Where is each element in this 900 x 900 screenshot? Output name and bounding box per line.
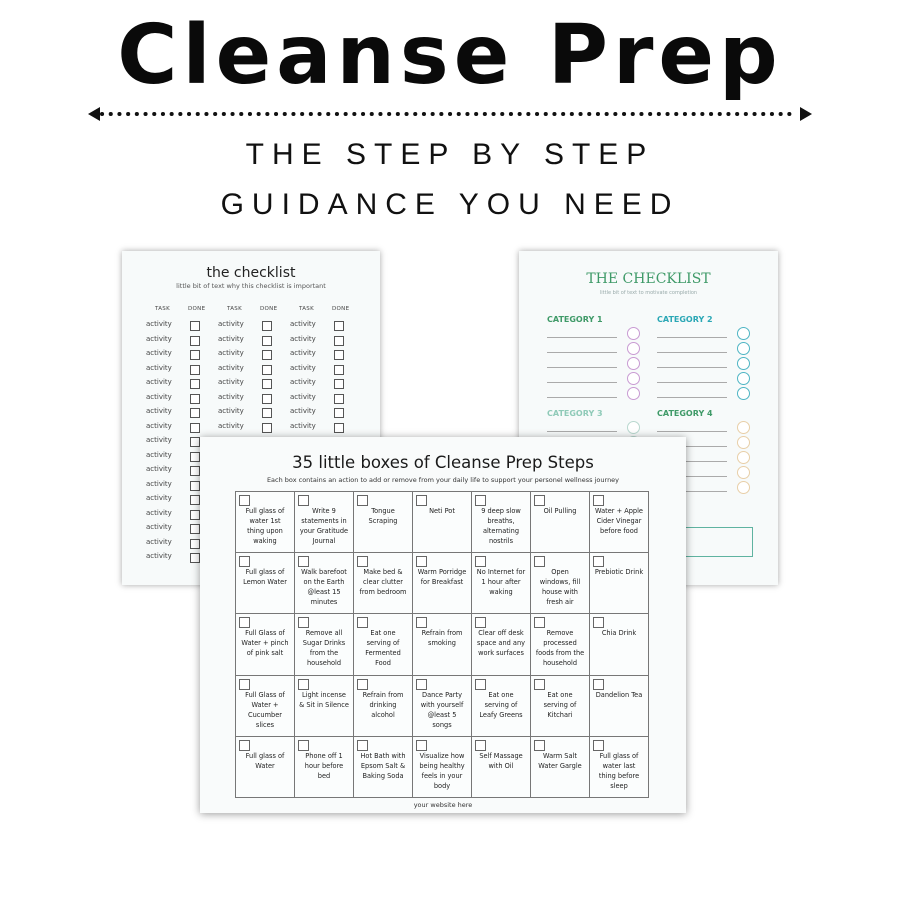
checklist-activity-label: activity <box>290 349 316 357</box>
category-label: CATEGORY 2 <box>657 315 713 324</box>
step-text: Dance Party with yourself @least 5 songs <box>420 690 464 729</box>
checklist-activity-label: activity <box>146 407 172 415</box>
checklist-activity-label: activity <box>218 320 244 328</box>
checkbox[interactable] <box>334 365 344 375</box>
step-text: Dandelion Tea <box>595 690 643 699</box>
checkbox[interactable] <box>190 495 200 505</box>
step-text: Full glass of water last thing before sleep <box>598 751 640 790</box>
step-cell <box>295 553 354 614</box>
step-text: Warm Porridge for Breakfast <box>417 568 467 587</box>
checkbox-circle[interactable] <box>737 451 750 464</box>
step-text: Full glass of Water <box>245 751 285 770</box>
step-checkbox[interactable] <box>239 495 250 506</box>
step-cell <box>413 553 472 614</box>
checkbox[interactable] <box>334 408 344 418</box>
step-checkbox[interactable] <box>534 679 545 690</box>
step-checkbox[interactable] <box>593 495 604 506</box>
step-text: Eat one serving of Leafy Greens <box>479 690 523 719</box>
checklist-activity-label: activity <box>290 378 316 386</box>
step-checkbox[interactable] <box>593 679 604 690</box>
step-cell <box>295 492 354 553</box>
checklist-activity-label: activity <box>218 378 244 386</box>
step-cell <box>413 676 472 737</box>
checkbox-circle[interactable] <box>627 421 640 434</box>
step-text: Walk barefoot on the Earth @least 15 minutes <box>301 568 347 607</box>
checkbox[interactable] <box>190 553 200 563</box>
task-column-header: TASK <box>155 306 170 312</box>
checkbox[interactable] <box>262 321 272 331</box>
checkbox-circle[interactable] <box>627 342 640 355</box>
checklist-activity-label: activity <box>290 407 316 415</box>
step-checkbox[interactable] <box>475 617 486 628</box>
step-cell <box>413 492 472 553</box>
step-text: No Internet for 1 hour after waking <box>476 568 526 597</box>
checkbox[interactable] <box>190 321 200 331</box>
step-text: Refrain from smoking <box>421 629 463 648</box>
step-text: Remove all Sugar Drinks from the household <box>302 629 346 668</box>
step-cell <box>354 676 413 737</box>
step-text: Visualize how being healthy feels in your body <box>419 751 465 790</box>
checkbox[interactable] <box>190 408 200 418</box>
checkbox-circle[interactable] <box>627 357 640 370</box>
checkbox[interactable] <box>190 336 200 346</box>
step-cell <box>354 737 413 798</box>
category-label: CATEGORY 1 <box>547 315 603 324</box>
checkbox[interactable] <box>190 350 200 360</box>
step-text: Eat one serving of Kitchari <box>543 690 577 719</box>
step-cell <box>295 737 354 798</box>
checkbox[interactable] <box>190 394 200 404</box>
step-checkbox[interactable] <box>298 740 309 751</box>
step-text: Eat one serving of Fermented Food <box>365 629 401 668</box>
step-checkbox[interactable] <box>534 495 545 506</box>
steps-grid <box>235 491 649 798</box>
step-text: Prebiotic Drink <box>594 568 644 577</box>
checkbox[interactable] <box>334 394 344 404</box>
checklist-activity-label: activity <box>146 363 172 372</box>
checklist-activity-label: activity <box>290 320 316 328</box>
step-checkbox[interactable] <box>239 740 250 751</box>
checkbox-circle[interactable] <box>737 372 750 385</box>
category-line <box>547 382 617 383</box>
checkbox[interactable] <box>190 539 200 549</box>
step-checkbox[interactable] <box>239 617 250 628</box>
checkbox[interactable] <box>262 379 272 389</box>
step-text: Full glass of water 1st thing upon waking <box>245 507 285 545</box>
checkbox[interactable] <box>334 321 344 331</box>
checklist-activity-label: activity <box>146 494 172 502</box>
step-checkbox[interactable] <box>298 556 309 567</box>
step-cell <box>472 553 531 614</box>
category-line <box>547 431 617 432</box>
checklist-activity-label: activity <box>146 508 172 517</box>
step-text: Light incense & Sit in Silence <box>299 690 349 709</box>
step-checkbox[interactable] <box>593 556 604 567</box>
step-checkbox[interactable] <box>534 617 545 628</box>
category-line <box>547 397 617 398</box>
checkbox[interactable] <box>334 336 344 346</box>
step-cell <box>295 676 354 737</box>
steps-subtitle: Each box contains an action to add or remove from your daily life to support your personel wellness journey <box>266 476 620 484</box>
step-cell <box>590 492 649 553</box>
step-cell <box>472 737 531 798</box>
step-cell <box>236 737 295 798</box>
task-column-header: TASK <box>299 306 314 312</box>
subtitle-line-2: GUIDANCE YOU NEED <box>220 188 680 221</box>
checklist-activity-label: activity <box>218 421 244 430</box>
step-checkbox[interactable] <box>239 679 250 690</box>
step-cell <box>531 492 590 553</box>
step-text: Full glass of Lemon Water <box>243 568 287 587</box>
checklist-activity-label: activity <box>146 436 172 444</box>
checklist-activity-label: activity <box>146 465 172 473</box>
step-text: 9 deep slow breaths, alternating nostrils <box>481 507 521 545</box>
step-text: Clear off desk space and any work surfaces <box>476 629 526 658</box>
step-checkbox[interactable] <box>416 740 427 751</box>
step-checkbox[interactable] <box>357 495 368 506</box>
step-checkbox[interactable] <box>475 495 486 506</box>
step-checkbox[interactable] <box>593 740 604 751</box>
dotted-divider <box>88 104 812 124</box>
checkbox[interactable] <box>190 379 200 389</box>
checklist-activity-label: activity <box>146 450 172 459</box>
step-checkbox[interactable] <box>298 495 309 506</box>
step-text: Full Glass of Water + Cucumber slices <box>245 690 285 729</box>
step-text: Phone off 1 hour before bed <box>304 751 344 780</box>
step-text: Warm Salt Water Gargle <box>538 751 582 770</box>
step-cell <box>354 614 413 675</box>
checkbox-circle[interactable] <box>737 357 750 370</box>
step-text: Open windows, fill house with fresh air <box>539 568 581 607</box>
step-cell <box>531 676 590 737</box>
checklist-activity-label: activity <box>146 334 172 343</box>
checkbox[interactable] <box>190 524 200 534</box>
category-line <box>657 352 727 353</box>
step-checkbox[interactable] <box>357 617 368 628</box>
done-column-header: DONE <box>260 306 278 312</box>
checkbox-circle[interactable] <box>737 421 750 434</box>
subtitle-line-1: THE STEP BY STEP <box>245 138 655 171</box>
checkbox[interactable] <box>334 350 344 360</box>
cleanse-steps-sheet <box>200 437 686 813</box>
category-checklist-title: THE CHECKLIST <box>586 271 711 287</box>
category-label: CATEGORY 4 <box>657 409 713 418</box>
checklist-activity-label: activity <box>218 349 244 357</box>
step-text: Chia Drink <box>601 629 637 638</box>
step-text: Hot Bath with Epsom Salt & Baking Soda <box>360 751 406 780</box>
step-cell <box>354 553 413 614</box>
step-checkbox[interactable] <box>475 679 486 690</box>
checklist-activity-label: activity <box>218 363 244 372</box>
checklist-activity-label: activity <box>146 378 172 386</box>
step-checkbox[interactable] <box>357 740 368 751</box>
step-cell <box>590 553 649 614</box>
step-checkbox[interactable] <box>534 740 545 751</box>
checkbox[interactable] <box>190 437 200 447</box>
checkbox[interactable] <box>262 408 272 418</box>
step-text: Neti Pot <box>429 507 455 515</box>
step-cell <box>590 614 649 675</box>
checkbox-circle[interactable] <box>627 387 640 400</box>
step-checkbox[interactable] <box>416 617 427 628</box>
step-cell <box>236 614 295 675</box>
step-text: Tongue Scraping <box>368 507 398 525</box>
step-checkbox[interactable] <box>475 740 486 751</box>
category-line <box>547 352 617 353</box>
step-checkbox[interactable] <box>416 556 427 567</box>
category-label: CATEGORY 3 <box>547 409 603 418</box>
checklist-activity-label: activity <box>146 392 172 401</box>
checklist-title: the checklist <box>206 265 296 281</box>
checkbox[interactable] <box>262 350 272 360</box>
checklist-activity-label: activity <box>290 363 316 372</box>
checkbox[interactable] <box>190 423 200 433</box>
category-line <box>657 431 727 432</box>
step-checkbox[interactable] <box>357 679 368 690</box>
checklist-activity-label: activity <box>146 523 172 531</box>
checkbox[interactable] <box>262 423 272 433</box>
checkbox[interactable] <box>190 466 200 476</box>
checkbox-circle[interactable] <box>737 342 750 355</box>
step-cell <box>354 492 413 553</box>
steps-title: 35 little boxes of Cleanse Prep Steps <box>292 453 594 472</box>
step-cell <box>413 737 472 798</box>
step-cell <box>590 676 649 737</box>
step-text: Refrain from drinking alcohol <box>362 690 404 719</box>
checklist-activity-label: activity <box>146 421 172 430</box>
checklist-subtitle: little bit of text why this checklist is important <box>176 282 326 290</box>
step-text: Oil Pulling <box>543 507 577 515</box>
step-cell <box>295 614 354 675</box>
checkbox-circle[interactable] <box>737 387 750 400</box>
category-line <box>657 337 727 338</box>
category-checklist-subtitle: little bit of text to motivate completion <box>599 290 698 296</box>
checkbox[interactable] <box>262 365 272 375</box>
checklist-activity-label: activity <box>290 392 316 401</box>
checklist-activity-label: activity <box>290 334 316 343</box>
checkbox-circle[interactable] <box>737 466 750 479</box>
step-cell <box>472 492 531 553</box>
arrow-right-icon <box>800 107 812 121</box>
step-checkbox[interactable] <box>357 556 368 567</box>
step-text: Make bed & clear clutter from bedroom <box>359 568 407 597</box>
arrow-left-icon <box>88 107 100 121</box>
step-checkbox[interactable] <box>298 617 309 628</box>
checkbox[interactable] <box>262 394 272 404</box>
checkbox-circle[interactable] <box>737 436 750 449</box>
category-line <box>547 367 617 368</box>
step-text: Write 9 statements in your Gratitude Journal <box>299 507 349 545</box>
checkbox-circle[interactable] <box>737 327 750 340</box>
step-cell <box>531 737 590 798</box>
checkbox[interactable] <box>334 423 344 433</box>
category-line <box>657 397 727 398</box>
website-footer: your website here <box>413 801 473 809</box>
checklist-activity-label: activity <box>218 407 244 415</box>
done-column-header: DONE <box>188 306 206 312</box>
step-text: Water + Apple Cider Vinegar before food <box>595 507 643 535</box>
step-checkbox[interactable] <box>593 617 604 628</box>
step-checkbox[interactable] <box>239 556 250 567</box>
step-checkbox[interactable] <box>416 495 427 506</box>
checklist-activity-label: activity <box>146 537 172 546</box>
checklist-activity-label: activity <box>146 552 172 560</box>
checkbox[interactable] <box>262 336 272 346</box>
step-cell <box>472 676 531 737</box>
step-cell <box>236 492 295 553</box>
category-line <box>547 337 617 338</box>
task-column-header: TASK <box>227 306 242 312</box>
step-checkbox[interactable] <box>475 556 486 567</box>
checkbox[interactable] <box>190 510 200 520</box>
checkbox-circle[interactable] <box>627 327 640 340</box>
category-line <box>657 382 727 383</box>
category-line <box>657 367 727 368</box>
checkbox[interactable] <box>190 481 200 491</box>
step-cell <box>531 553 590 614</box>
step-cell <box>472 614 531 675</box>
page-title: Cleanse Prep <box>117 8 783 103</box>
step-cell <box>590 737 649 798</box>
checkbox[interactable] <box>334 379 344 389</box>
checklist-activity-label: activity <box>290 421 316 430</box>
done-column-header: DONE <box>332 306 350 312</box>
step-checkbox[interactable] <box>534 556 545 567</box>
checklist-activity-label: activity <box>218 392 244 401</box>
step-text: Full Glass of Water + pinch of pink salt <box>241 629 289 658</box>
checklist-activity-label: activity <box>218 334 244 343</box>
step-text: Remove processed foods from the household <box>535 629 585 668</box>
checkbox-circle[interactable] <box>737 481 750 494</box>
checklist-activity-label: activity <box>146 320 172 328</box>
checkbox[interactable] <box>190 452 200 462</box>
step-checkbox[interactable] <box>416 679 427 690</box>
step-checkbox[interactable] <box>298 679 309 690</box>
step-text: Self Massage with Oil <box>479 751 523 770</box>
step-cell <box>531 614 590 675</box>
checklist-activity-label: activity <box>146 349 172 357</box>
step-cell <box>236 676 295 737</box>
checkbox-circle[interactable] <box>627 372 640 385</box>
checklist-activity-label: activity <box>146 479 172 488</box>
checkbox[interactable] <box>190 365 200 375</box>
step-cell <box>413 614 472 675</box>
step-cell <box>236 553 295 614</box>
